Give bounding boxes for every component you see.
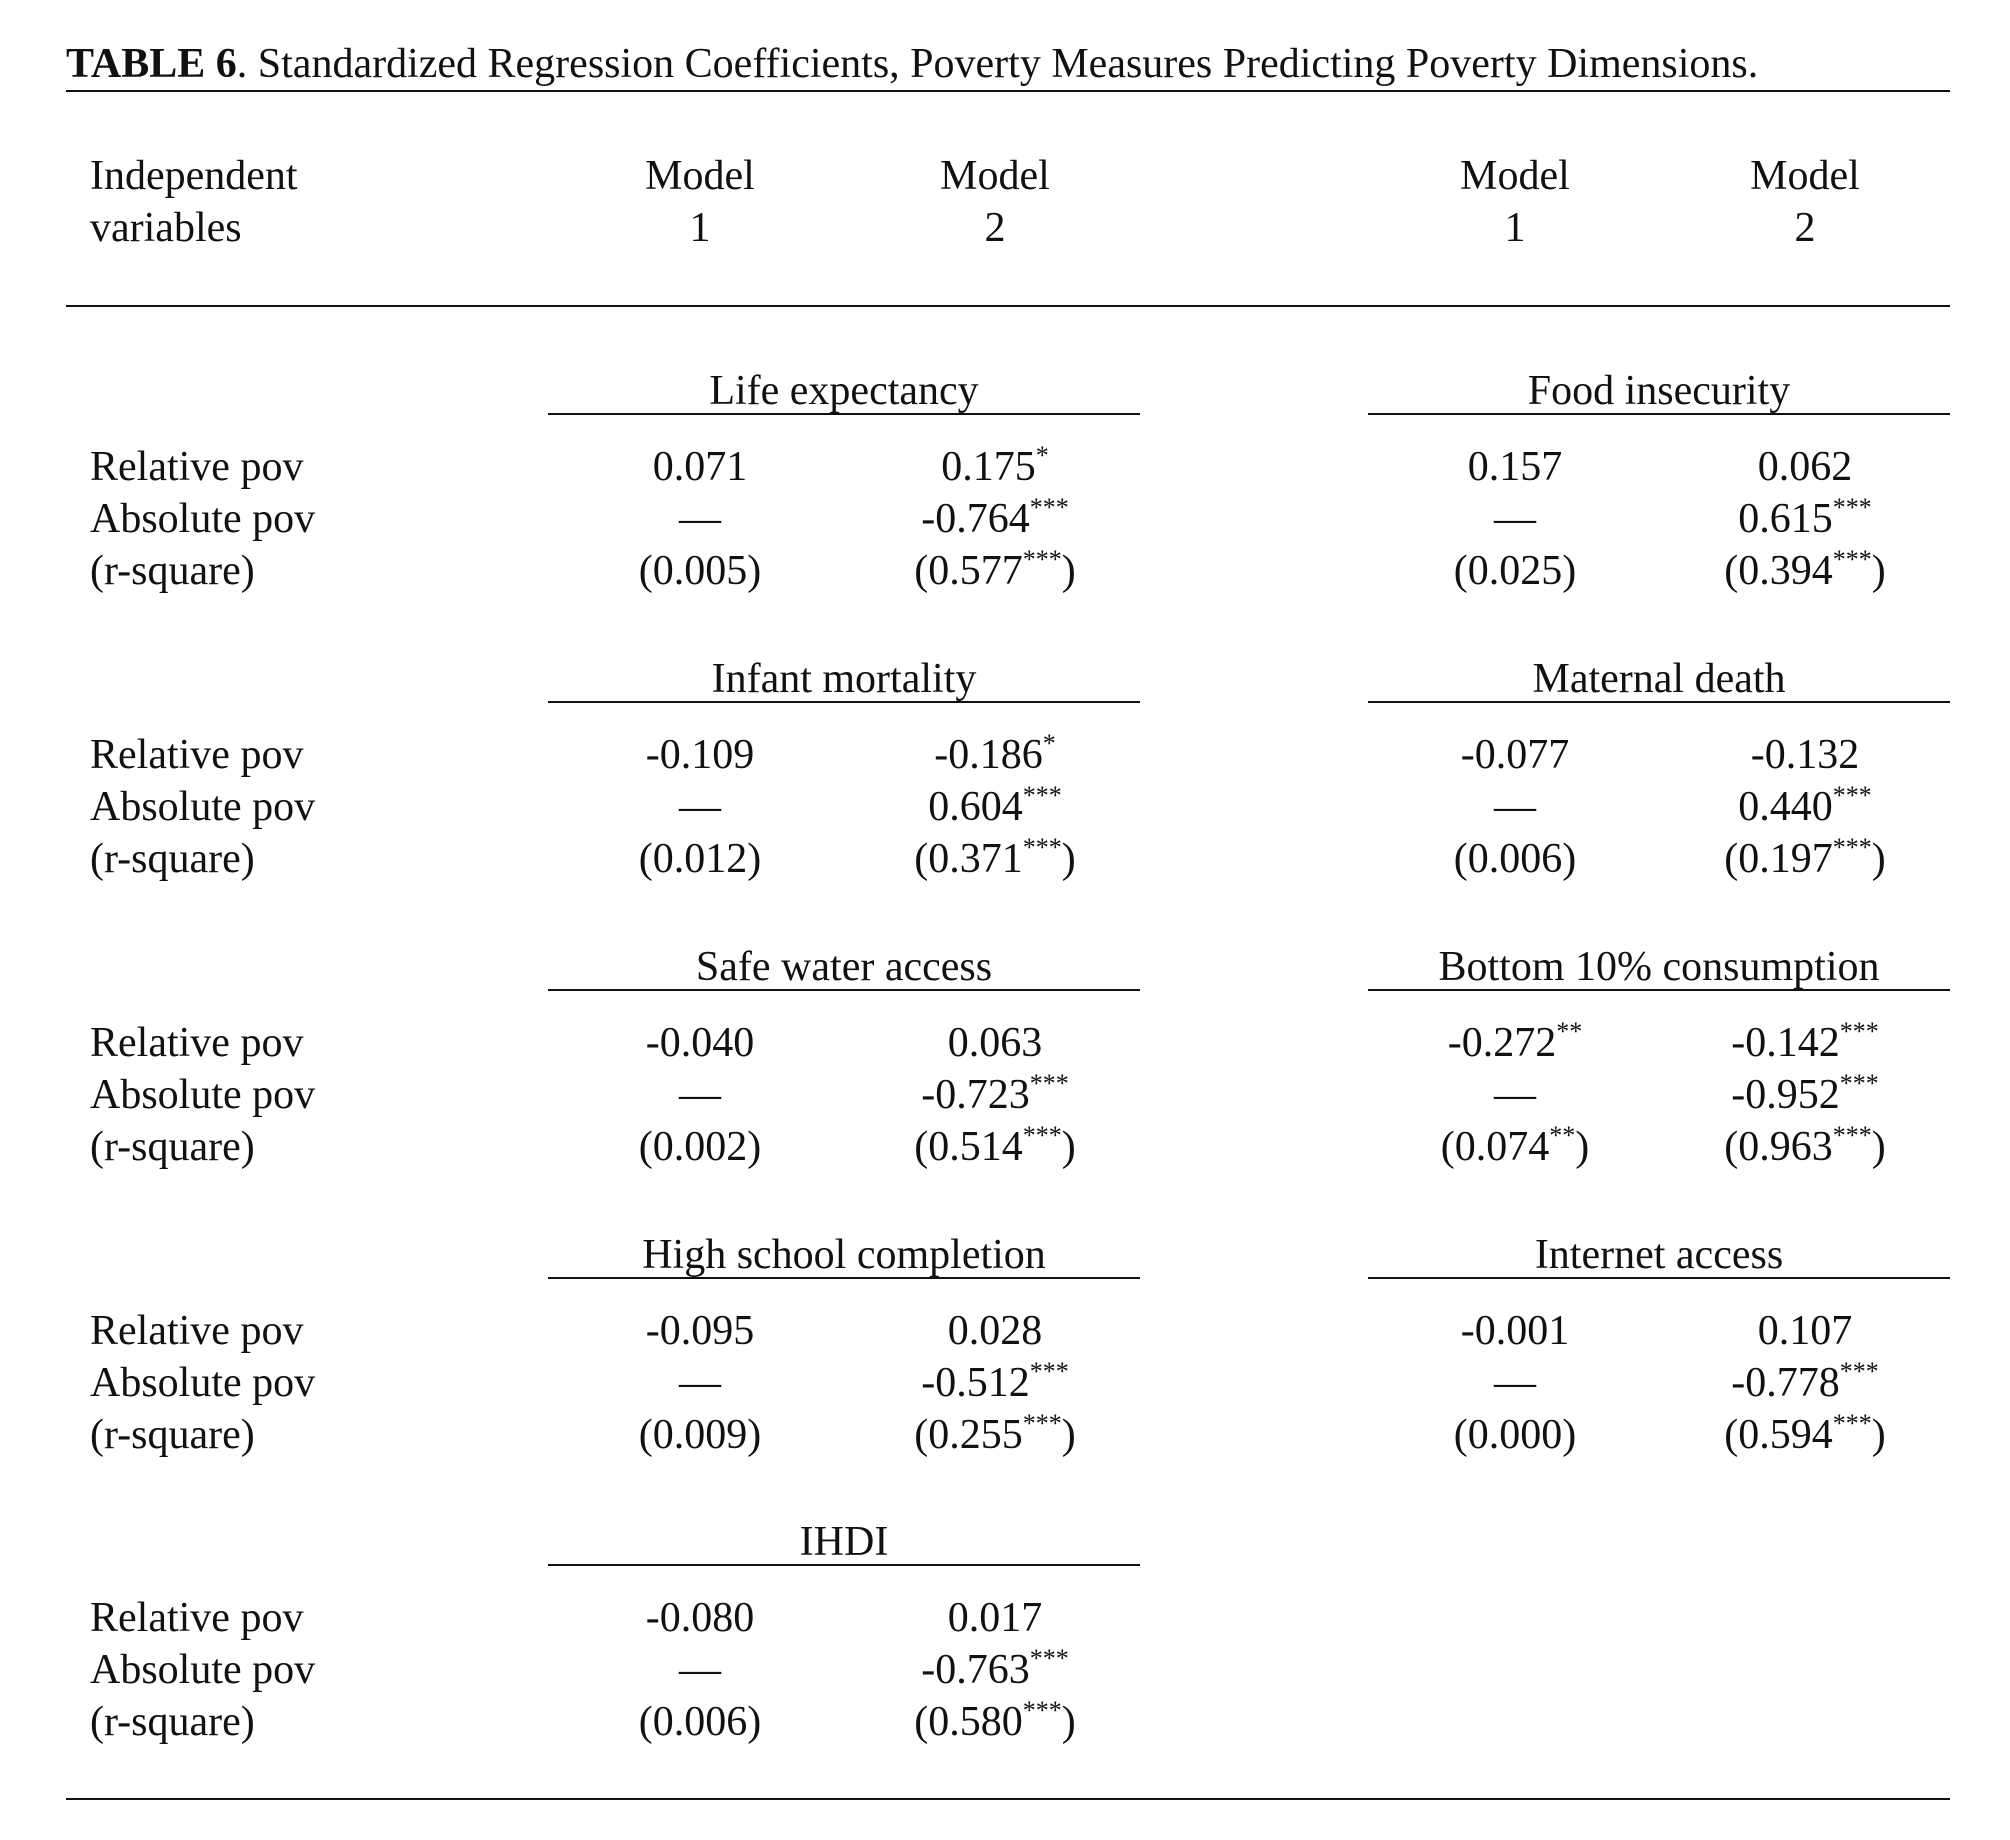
coefficient: — xyxy=(1494,496,1536,542)
model-2-value xyxy=(875,833,1115,885)
model-2-value xyxy=(875,1305,1115,1357)
coefficient: (0.594 xyxy=(1724,1412,1833,1458)
model-1-value xyxy=(580,1409,820,1461)
coefficient: -0.109 xyxy=(645,732,755,778)
model-1-value xyxy=(580,1121,820,1173)
model-1-value xyxy=(580,1644,820,1696)
significance-stars: *** xyxy=(1022,1121,1062,1150)
coefficient: -0.186 xyxy=(934,732,1043,778)
significance-stars: *** xyxy=(1832,493,1872,522)
model-1-value xyxy=(1395,781,1635,833)
row-label: Absolute pov xyxy=(90,496,316,542)
row-label: Absolute pov xyxy=(90,784,316,830)
coefficient: — xyxy=(1494,1072,1536,1118)
coefficient: -0.095 xyxy=(645,1308,755,1354)
model-1-value xyxy=(580,1069,820,1121)
coefficient: 0.017 xyxy=(947,1595,1043,1641)
significance-stars: *** xyxy=(1832,1121,1872,1150)
coefficient: -0.001 xyxy=(1460,1308,1570,1354)
row-label: (r-square) xyxy=(90,836,255,882)
coefficient: -0.764 xyxy=(921,496,1030,542)
top-rule xyxy=(66,90,1950,92)
model-1-value xyxy=(1395,1017,1635,1069)
coefficient: 0.604 xyxy=(928,784,1023,830)
block-rule xyxy=(1368,1277,1950,1279)
coefficient: -0.272 xyxy=(1447,1020,1557,1066)
closing-paren: ) xyxy=(1061,836,1076,882)
significance-stars: *** xyxy=(1022,1409,1062,1438)
coefficient: 0.071 xyxy=(652,444,748,490)
closing-paren: ) xyxy=(1061,548,1076,594)
model-1-value xyxy=(580,1592,820,1644)
coefficient: 0.440 xyxy=(1738,784,1833,830)
coefficient: (0.197 xyxy=(1724,836,1833,882)
block-rule xyxy=(548,1564,1140,1566)
significance-stars: *** xyxy=(1839,1357,1879,1386)
row-labels xyxy=(90,729,315,885)
row-labels xyxy=(90,441,315,597)
coefficient: (0.577 xyxy=(914,548,1023,594)
block-rule xyxy=(1368,989,1950,991)
model-2-value xyxy=(1685,1121,1925,1173)
coefficient: -0.142 xyxy=(1731,1020,1840,1066)
header-right-model-1: Model 1 xyxy=(1460,153,1570,251)
model-2-value xyxy=(875,1644,1115,1696)
coefficient: (0.012) xyxy=(638,836,762,882)
closing-paren: ) xyxy=(1871,836,1886,882)
coefficient: -0.040 xyxy=(645,1020,755,1066)
model-1-value xyxy=(1395,1069,1635,1121)
coefficient: -0.132 xyxy=(1750,732,1860,778)
row-label: Absolute pov xyxy=(90,1072,316,1118)
significance-stars: *** xyxy=(1832,1409,1872,1438)
significance-stars: ** xyxy=(1556,1017,1583,1046)
model-2-value xyxy=(875,1121,1115,1173)
model-1-value xyxy=(580,1357,820,1409)
model-1-value xyxy=(1395,1357,1635,1409)
closing-paren: ) xyxy=(1061,1699,1076,1745)
coefficient: 0.175 xyxy=(941,444,1036,490)
coefficient: (0.002) xyxy=(638,1124,762,1170)
model-1-value xyxy=(1395,1305,1635,1357)
model-1-value xyxy=(580,545,820,597)
model-1-value xyxy=(1395,545,1635,597)
row-label: Relative pov xyxy=(90,1595,304,1641)
closing-paren: ) xyxy=(1061,1412,1076,1458)
header-rule xyxy=(66,305,1950,307)
model-2-value xyxy=(1685,1409,1925,1461)
table-title: . Standardized Regression Coefficients, Poverty Measures Predicting Poverty Dimensions. xyxy=(236,41,1759,87)
model-1-value xyxy=(1395,833,1635,885)
model-2-value xyxy=(1685,493,1925,545)
block-title: Life expectancy xyxy=(709,368,979,414)
closing-paren: ) xyxy=(1575,1124,1590,1170)
model-1-value xyxy=(580,781,820,833)
block-title: IHDI xyxy=(799,1519,889,1565)
coefficient: (0.371 xyxy=(914,836,1023,882)
block-title: Food insecurity xyxy=(1527,368,1791,414)
row-label: Absolute pov xyxy=(90,1360,316,1406)
coefficient: -0.952 xyxy=(1731,1072,1840,1118)
table-caption xyxy=(66,38,1758,90)
model-2-value xyxy=(1685,1069,1925,1121)
model-1-value xyxy=(580,1696,820,1748)
significance-stars: * xyxy=(1042,729,1056,758)
model-2-value xyxy=(1685,833,1925,885)
model-1-value xyxy=(580,493,820,545)
row-labels xyxy=(90,1017,315,1173)
block-title: High school completion xyxy=(642,1232,1046,1278)
model-1-value xyxy=(580,1017,820,1069)
coefficient: (0.255 xyxy=(914,1412,1023,1458)
block-title: Safe water access xyxy=(695,944,993,990)
model-2-value xyxy=(1685,441,1925,493)
significance-stars: *** xyxy=(1029,1357,1069,1386)
significance-stars: *** xyxy=(1029,493,1069,522)
significance-stars: *** xyxy=(1022,545,1062,574)
model-2-value xyxy=(1685,545,1925,597)
model-2-value xyxy=(875,493,1115,545)
model-2-value xyxy=(875,781,1115,833)
closing-paren: ) xyxy=(1871,1412,1886,1458)
coefficient: — xyxy=(1494,784,1536,830)
block-rule xyxy=(1368,701,1950,703)
model-2-value xyxy=(875,1592,1115,1644)
model-1-value xyxy=(580,833,820,885)
row-label: Absolute pov xyxy=(90,1647,316,1693)
row-label: (r-square) xyxy=(90,1412,255,1458)
row-labels xyxy=(90,1305,315,1461)
coefficient: -0.512 xyxy=(921,1360,1030,1406)
row-label: Relative pov xyxy=(90,444,304,490)
coefficient: 0.062 xyxy=(1757,444,1853,490)
coefficient: -0.080 xyxy=(645,1595,755,1641)
coefficient: (0.006) xyxy=(638,1699,762,1745)
row-label: Relative pov xyxy=(90,1308,304,1354)
closing-paren: ) xyxy=(1061,1124,1076,1170)
header-left-model-1: Model 1 xyxy=(645,153,755,251)
model-2-value xyxy=(875,1409,1115,1461)
block-rule xyxy=(548,701,1140,703)
model-2-value xyxy=(875,1357,1115,1409)
row-labels xyxy=(90,1592,315,1748)
coefficient: -0.763 xyxy=(921,1647,1030,1693)
coefficient: — xyxy=(679,1360,721,1406)
header-left-model-2: Model 2 xyxy=(940,153,1050,251)
block-title: Maternal death xyxy=(1532,656,1786,702)
model-2-value xyxy=(1685,1357,1925,1409)
significance-stars: *** xyxy=(1022,781,1062,810)
coefficient: -0.723 xyxy=(921,1072,1030,1118)
model-2-value xyxy=(1685,1017,1925,1069)
coefficient: (0.394 xyxy=(1724,548,1833,594)
model-1-value xyxy=(1395,729,1635,781)
model-1-value xyxy=(580,729,820,781)
block-rule xyxy=(548,989,1140,991)
closing-paren: ) xyxy=(1871,548,1886,594)
model-1-value xyxy=(1395,1409,1635,1461)
coefficient: 0.028 xyxy=(947,1308,1043,1354)
model-2-value xyxy=(875,729,1115,781)
coefficient: (0.006) xyxy=(1453,836,1577,882)
significance-stars: ** xyxy=(1549,1121,1576,1150)
model-2-value xyxy=(875,1017,1115,1069)
coefficient: 0.615 xyxy=(1738,496,1833,542)
block-title: Infant mortality xyxy=(711,656,977,702)
significance-stars: *** xyxy=(1839,1069,1879,1098)
significance-stars: *** xyxy=(1832,833,1872,862)
model-2-value xyxy=(875,1069,1115,1121)
block-title: Bottom 10% consumption xyxy=(1438,944,1880,990)
model-2-value xyxy=(1685,1305,1925,1357)
header-right-model-2: Model 2 xyxy=(1750,153,1860,251)
coefficient: -0.778 xyxy=(1731,1360,1840,1406)
model-2-value xyxy=(1685,729,1925,781)
model-1-value xyxy=(580,1305,820,1357)
block-title: Internet access xyxy=(1534,1232,1784,1278)
coefficient: (0.000) xyxy=(1453,1412,1577,1458)
model-2-value xyxy=(875,545,1115,597)
row-label: Relative pov xyxy=(90,1020,304,1066)
significance-stars: * xyxy=(1035,441,1049,470)
significance-stars: *** xyxy=(1029,1069,1069,1098)
row-label: (r-square) xyxy=(90,548,255,594)
table-label: TABLE 6 xyxy=(66,41,237,87)
coefficient: 0.063 xyxy=(947,1020,1043,1066)
model-1-value xyxy=(1395,441,1635,493)
coefficient: 0.157 xyxy=(1467,444,1563,490)
coefficient: — xyxy=(679,496,721,542)
coefficient: — xyxy=(679,784,721,830)
block-rule xyxy=(1368,413,1950,415)
coefficient: (0.580 xyxy=(914,1699,1023,1745)
model-2-value xyxy=(875,441,1115,493)
header-independent-variables: Independent variables xyxy=(90,153,298,251)
block-rule xyxy=(548,1277,1140,1279)
model-1-value xyxy=(1395,1121,1635,1173)
coefficient: 0.107 xyxy=(1757,1308,1853,1354)
row-label: Relative pov xyxy=(90,732,304,778)
significance-stars: *** xyxy=(1832,781,1872,810)
model-2-value xyxy=(875,1696,1115,1748)
significance-stars: *** xyxy=(1839,1017,1879,1046)
coefficient: -0.077 xyxy=(1460,732,1570,778)
closing-paren: ) xyxy=(1871,1124,1886,1170)
row-label: (r-square) xyxy=(90,1699,255,1745)
model-2-value xyxy=(1685,781,1925,833)
coefficient: (0.963 xyxy=(1724,1124,1833,1170)
coefficient: — xyxy=(679,1647,721,1693)
significance-stars: *** xyxy=(1029,1644,1069,1673)
coefficient: (0.074 xyxy=(1440,1124,1550,1170)
significance-stars: *** xyxy=(1832,545,1872,574)
block-rule xyxy=(548,413,1140,415)
model-1-value xyxy=(1395,493,1635,545)
coefficient: (0.005) xyxy=(638,548,762,594)
coefficient: (0.514 xyxy=(914,1124,1023,1170)
coefficient: (0.009) xyxy=(638,1412,762,1458)
row-label: (r-square) xyxy=(90,1124,255,1170)
significance-stars: *** xyxy=(1022,833,1062,862)
model-1-value xyxy=(580,441,820,493)
coefficient: — xyxy=(1494,1360,1536,1406)
coefficient: — xyxy=(679,1072,721,1118)
significance-stars: *** xyxy=(1022,1696,1062,1725)
bottom-rule xyxy=(66,1798,1950,1800)
coefficient: (0.025) xyxy=(1453,548,1577,594)
